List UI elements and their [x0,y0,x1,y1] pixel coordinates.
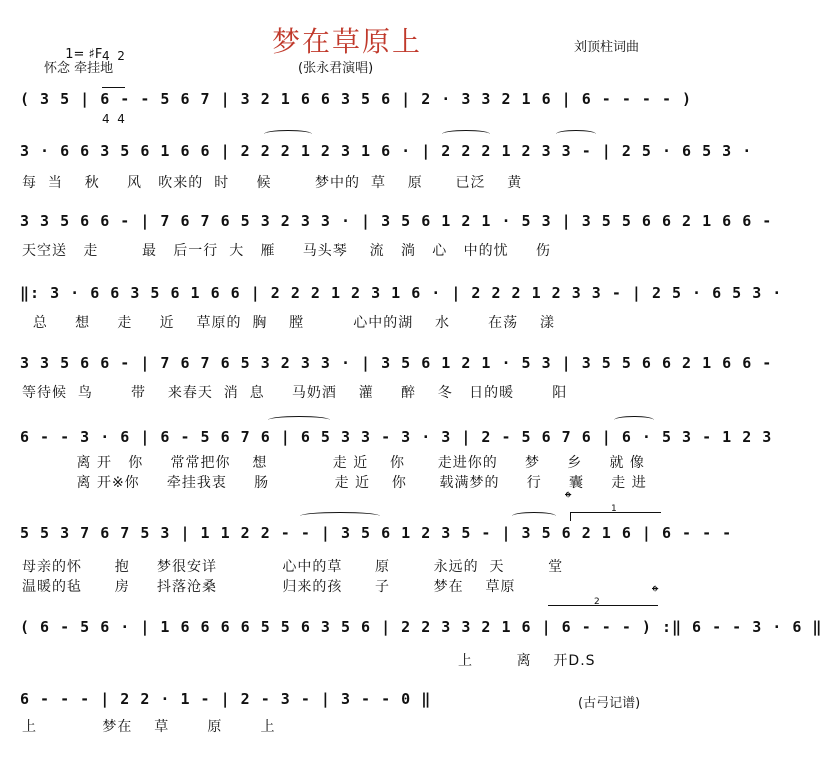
notation-line: ( 6 - 5 6 · | 1 6 6 6 6 5 5 6 3 5 6 | 2 2 3 3 2 1 6 | 6 - - - ) :‖ 6 - - 3 · 6 ‖ [20,618,822,636]
composer-credit: 刘顶柱词曲 [574,40,640,55]
lyric-line: 天空送 走 最 后一行 大 雁 马头琴 流 淌 心 中的忧 伤 [22,243,551,259]
slur [512,512,556,520]
lyric-line: 每 当 秋 风 吹来的 时 候 梦中的 草 原 已泛 黄 [22,175,523,191]
notation-line: 6 - - - | 2 2 · 1 - | 2 - 3 - | 3 - - 0 ‖ [20,690,432,708]
meter-bottom: 4 4 [102,112,125,126]
segno-icon: 𝄌 [652,582,659,603]
notation-line: 6 - - 3 · 6 | 6 - 5 6 7 6 | 6 5 3 3 - 3 · 3 | 2 - 5 6 7 6 | 6 · 5 3 - 1 2 3 [20,428,773,446]
notation-line: ‖: 3 · 6 6 3 5 6 1 6 6 | 2 2 2 1 2 3 1 6 · | 2 2 2 1 2 3 3 - | 2 5 · 6 5 3 · [20,284,783,302]
volta-number: 1 [611,504,617,514]
mood-marking: 怀念 牵挂地 [44,61,114,76]
notation-line: 3 3 5 6 6 - | 7 6 7 6 5 3 2 3 3 · | 3 5 6 1 2 1 · 5 3 | 3 5 5 6 6 2 1 6 6 - [20,212,773,230]
lyric-line: 温暖的毡 房 抖落沧桑 归来的孩 子 梦在 草原 [22,579,516,595]
volta-bracket-1 [570,504,661,521]
notation-line: 5 5 3 7 6 7 5 3 | 1 1 2 2 - - | 3 5 6 1 2 3 5 - | 3 5 6 2 1 6 | 6 - - - [20,524,733,542]
score-row-3 [20,212,773,238]
score-row-6 [20,428,773,454]
time-signature [102,26,125,137]
notation-line: ( 3 5 | 6 - - 5 6 7 | 3 2 1 6 6 3 5 6 | 2 · 3 3 2 1 6 | 6 - - - - ) [20,90,693,108]
notation-line: 3 3 5 6 6 - | 7 6 7 6 5 3 2 3 3 · | 3 5 6 1 2 1 · 5 3 | 3 5 5 6 6 2 1 6 6 - [20,354,773,372]
lyric-line: 上 梦在 草 原 上 [22,719,276,735]
slur [268,416,330,424]
slur [264,130,312,138]
key-label: 1= ♯F [65,47,103,62]
lyric-line: 离 开 你 常常把你 想 走 近 你 走进你的 梦 乡 就 像 [22,455,645,471]
score-row-1 [20,90,693,116]
slur [556,130,596,138]
volta-bracket-2 [548,597,658,614]
transcriber-credit: (古弓记谱) [578,696,641,711]
score-row-4 [20,284,783,310]
slur [300,512,380,520]
song-title: 梦在草原上 [272,25,423,58]
score-row-5 [20,354,773,380]
score-row-7 [20,524,733,550]
lyric-line: 总 想 走 近 草原的 胸 膛 心中的湖 水 在荡 漾 [22,315,555,331]
slur [442,130,490,138]
singer-credit: (张永君演唱) [298,61,374,76]
lyric-line: 母亲的怀 抱 梦很安详 心中的草 原 永远的 天 堂 [22,559,564,575]
notation-line: 3 · 6 6 3 5 6 1 6 6 | 2 2 2 1 2 3 1 6 · | 2 2 2 1 2 3 3 - | 2 5 · 6 5 3 · [20,142,753,160]
score-row-8 [20,618,822,644]
lyric-line: 离 开※你 牵挂我衷 肠 走 近 你 载满梦的 行 囊 走 进 [22,475,647,491]
volta-number: 2 [594,597,600,607]
meter-top: 4 2 [102,49,125,63]
score-row-2 [20,142,753,168]
lyric-line: 等待候 鸟 带 来春天 消 息 马奶酒 灌 醉 冬 日的暖 阳 [22,385,568,401]
lyric-line: 上 离 开D.S [22,653,596,669]
segno-icon: 𝄌 [565,488,572,509]
slur [614,416,654,424]
